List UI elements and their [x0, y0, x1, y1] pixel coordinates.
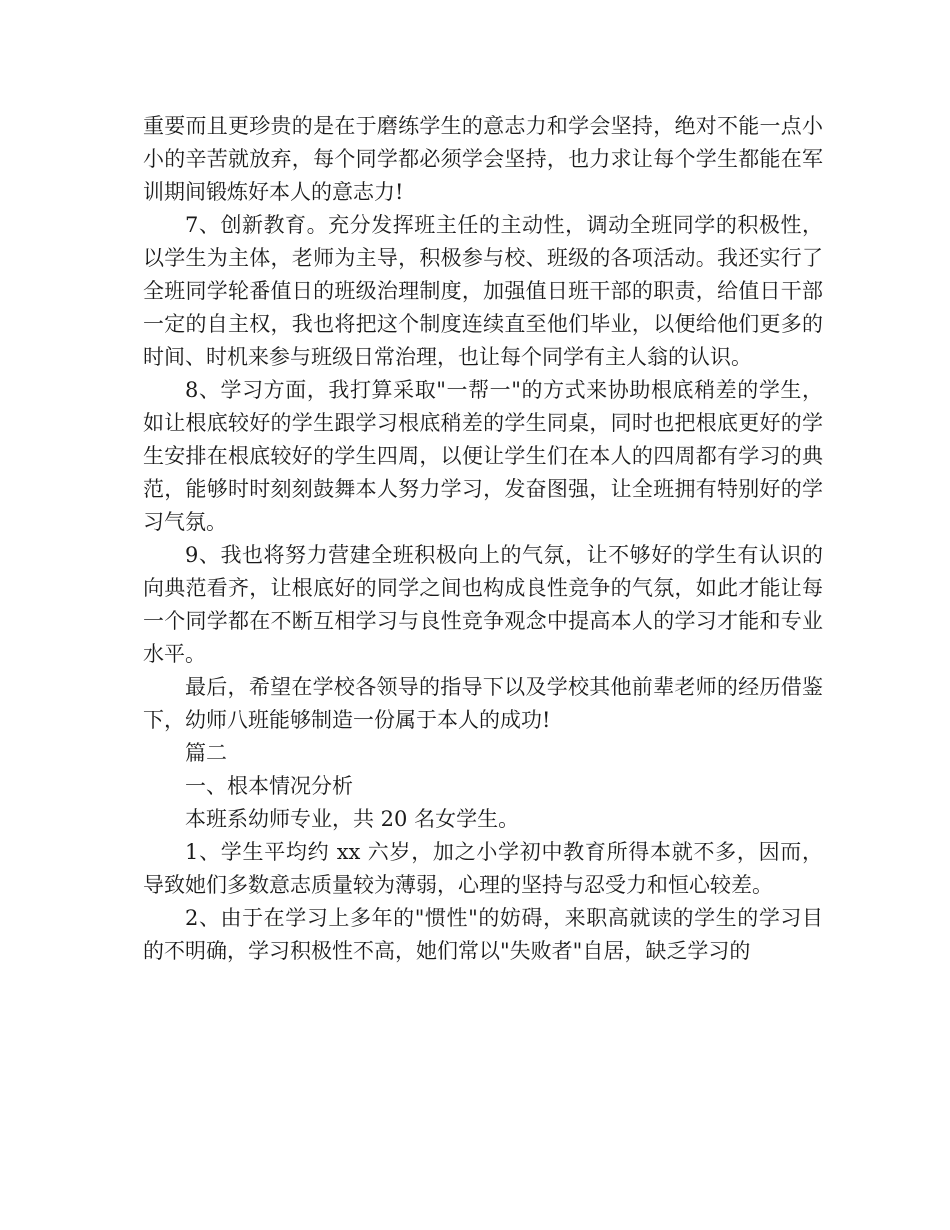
paragraph-2: 7、创新教育。充分发挥班主任的主动性，调动全班同学的积极性，以学生为主体，老师为主导，积极参与校、班级的各项活动。我还实行了全班同学轮番值日的班级治理制度，加强值日班干部的职责，给值日干部一定的自主权，我也将把这个制度连续直至他们毕业，以便给他们更多的时间、时机来参与班级日常治理，也让每个同学有主人翁的认识。: [143, 213, 823, 369]
paragraph-1: 重要而且更珍贵的是在于磨练学生的意志力和学会坚持，绝对不能一点小小的辛苦就放弃，每个同学都必须学会坚持，也力求让每个学生都能在军训期间锻炼好本人的意志力!: [143, 114, 823, 204]
subsection-heading: 一、根本情况分析: [185, 774, 353, 798]
paragraph-5: 最后，希望在学校各领导的指导下以及学校其他前辈老师的经历借鉴下，幼师八班能够制造一份属于本人的成功!: [143, 675, 823, 732]
paragraph-3: 8、学习方面，我打算采取"一帮一"的方式来协助根底稍差的学生，如让根底较好的学生跟学习根底稍差的学生同桌，同时也把根底更好的学生安排在根底较好的学生四周，以便让学生们在本人的四周都有学习的典范，能够时时刻刻鼓舞本人努力学习，发奋图强，让全班拥有特别好的学习气氛。: [143, 378, 823, 534]
paragraph-4: 9、我也将努力营建全班积极向上的气氛，让不够好的学生有认识的向典范看齐，让根底好的同学之间也构成良性竞争的气氛，如此才能让每一个同学都在不断互相学习与良性竞争观念中提高本人的学习才能和专业水平。: [143, 543, 823, 666]
paragraph-6: 本班系幼师专业，共 20 名女学生。: [185, 807, 520, 831]
section-heading: 篇二: [185, 741, 227, 765]
document-body: [143, 110, 823, 968]
paragraph-7: 1、学生平均约 xx 六岁，加之小学初中教育所得本就不多，因而，导致她们多数意志质量较为薄弱，心理的坚持与忍受力和恒心较差。: [143, 840, 823, 897]
paragraph-8: 2、由于在学习上多年的"惯性"的妨碍，来职高就读的学生的学习目的不明确，学习积极性不高，她们常以"失败者"自居，缺乏学习的: [143, 906, 823, 963]
